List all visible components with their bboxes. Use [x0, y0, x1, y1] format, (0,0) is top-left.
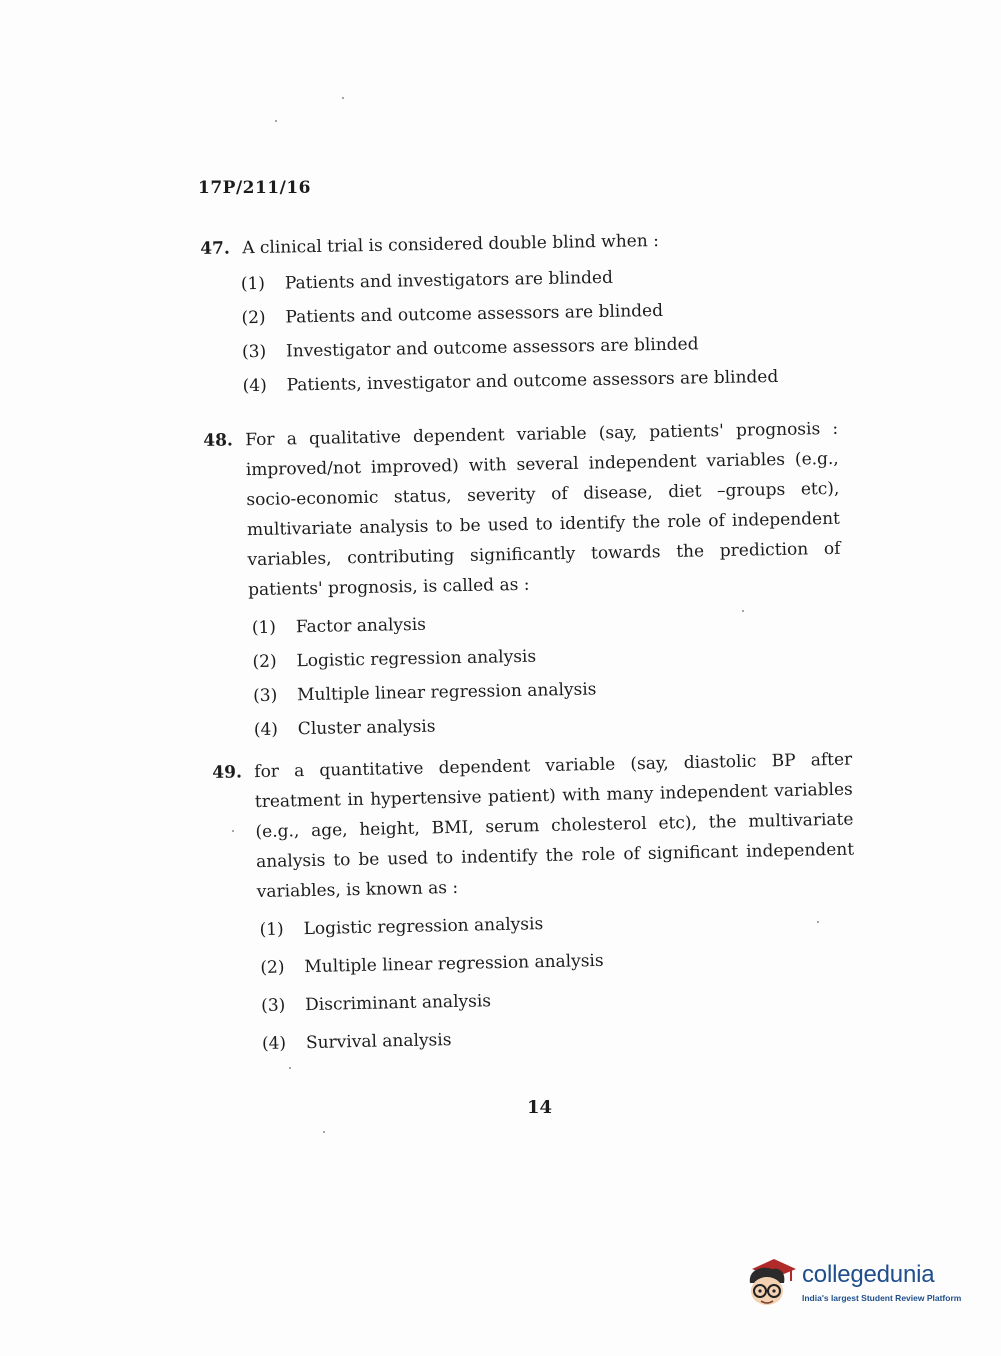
option-text: Patients and investigators are blinded [284, 267, 614, 294]
scan-speck [742, 610, 744, 612]
option-number: (1) [251, 617, 277, 639]
option-list [241, 259, 843, 401]
option-3 [242, 327, 842, 367]
question-number: 48. [203, 430, 234, 451]
student-mascot-icon [742, 1253, 800, 1311]
option-number: (3) [260, 995, 286, 1017]
scan-speck [289, 1067, 291, 1069]
question-47 [200, 223, 843, 402]
option-number: (3) [253, 685, 278, 707]
option-text: Investigator and outcome assessors are blinded [285, 334, 699, 362]
question-text: For a qualitative dependent variable (say, patients' prognosis : improved/not improved) with several independent variables (e.g., socio-economic status, severity of disease, diet –groups etc), multivariate analysis to be used to identify the role of independent variables, contributing significantly towards the prediction of patients' prognosis, is called as : [245, 418, 841, 601]
option-1 [259, 903, 855, 945]
option-text: Logistic regression analysis [303, 914, 544, 940]
page-number: 14 [527, 1097, 553, 1118]
option-text: Multiple linear regression analysis [296, 679, 597, 706]
option-number: (4) [253, 719, 279, 741]
brand-tagline: India's largest Student Review Platform [802, 1293, 962, 1303]
option-2 [260, 941, 856, 983]
question-text: A clinical trial is considered double blind when : [242, 230, 660, 259]
option-number: (2) [241, 307, 266, 329]
paper-code: 17P/211/16 [198, 178, 312, 198]
question-48 [203, 414, 844, 746]
option-number: (1) [259, 919, 284, 941]
brand-name: collegedunia [802, 1261, 935, 1288]
option-number: (2) [252, 651, 277, 673]
option-2 [241, 293, 841, 333]
brand-watermark [742, 1252, 972, 1312]
scan-speck [817, 921, 819, 923]
option-text: Multiple linear regression analysis [304, 950, 604, 978]
question-49 [212, 745, 858, 1060]
option-list [259, 903, 858, 1059]
option-text: Logistic regression analysis [296, 646, 537, 672]
option-number: (3) [241, 341, 267, 363]
option-list [252, 602, 844, 745]
option-text: Survival analysis [305, 1030, 452, 1054]
option-1 [241, 259, 841, 299]
option-text: Patients and outcome assessors are blinded [285, 300, 664, 328]
option-4 [242, 361, 842, 401]
option-4 [254, 704, 844, 745]
scan-speck [232, 830, 234, 832]
option-number: (4) [261, 1033, 287, 1055]
option-number: (1) [240, 273, 266, 295]
question-number: 49. [212, 762, 243, 783]
question-text: for a quantitative dependent variable (say, diastolic BP after treatment in hypertensive patient) with many independent variables (e.g., age, height, BMI, serum cholesterol etc), the multivariate analysis to be used to indentify the role of significant independent variables, is known as : [254, 749, 855, 903]
option-4 [262, 1017, 858, 1059]
option-3 [261, 979, 857, 1021]
scan-speck [323, 1131, 325, 1133]
option-number: (4) [242, 375, 267, 397]
scan-speck [275, 120, 277, 122]
option-number: (2) [260, 957, 285, 979]
option-text: Patients, investigator and outcome assessors are blinded [286, 366, 779, 396]
question-number: 47. [200, 238, 231, 259]
option-text: Cluster analysis [297, 716, 436, 740]
option-text: Factor analysis [295, 614, 427, 638]
option-text: Discriminant analysis [304, 991, 492, 1016]
scan-speck [342, 97, 344, 99]
